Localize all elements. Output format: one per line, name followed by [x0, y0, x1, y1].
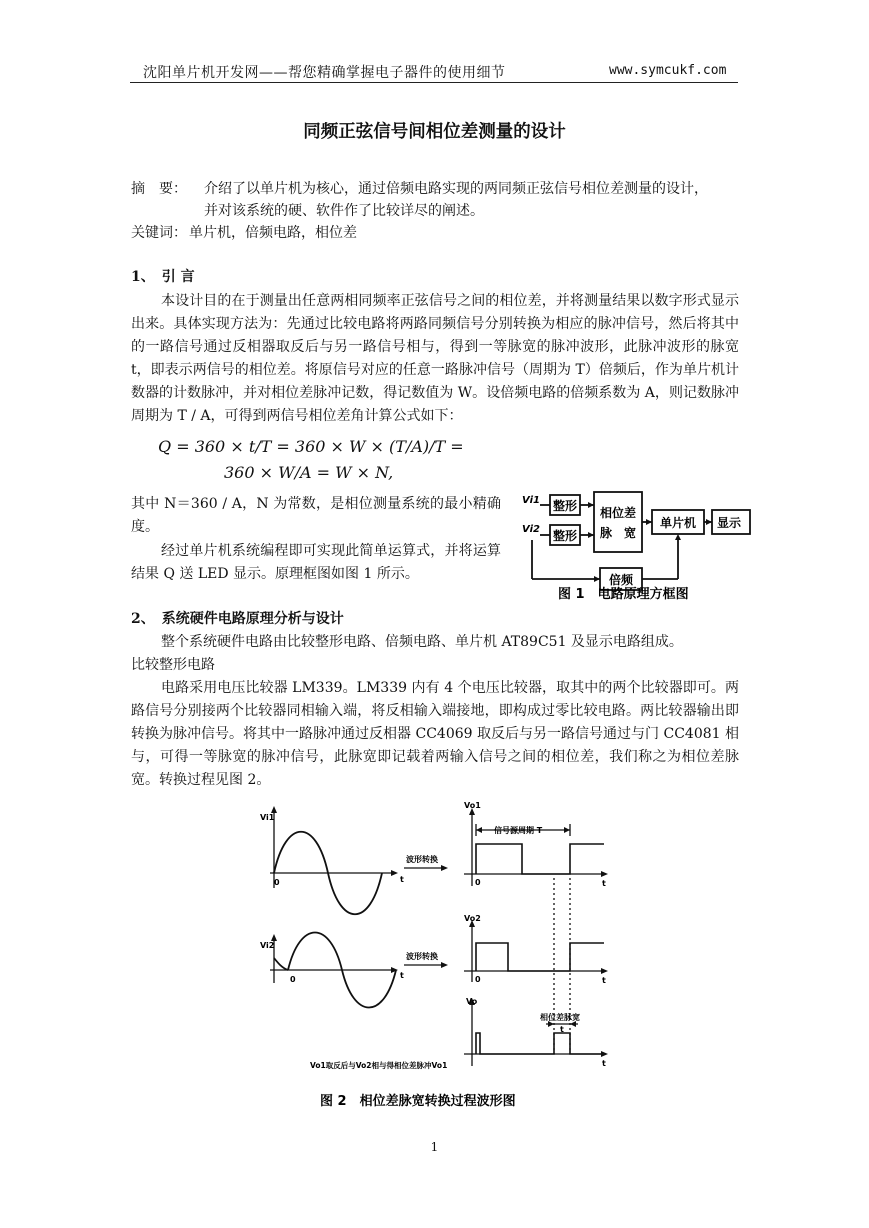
fig2-vi1-label: Vi1 — [260, 813, 275, 822]
fig2-result-note: Vo1取反后与Vo2相与得相位差脉冲Vo1 — [310, 1061, 448, 1070]
fig2-t-axis-3: t — [602, 879, 606, 888]
header-site-title: 沈阳单片机开发网——帮您精确掌握电子器件的使用细节 — [143, 65, 506, 81]
abstract-line-2: 并对该系统的硬、软件作了比较详尽的阐述。 — [204, 203, 484, 219]
fig2-zero-1: 0 — [274, 878, 280, 887]
fig1-display: 显示 — [717, 516, 742, 530]
fig2-pulse-width-t: t — [560, 1025, 564, 1034]
fig2-zero-3: 0 — [475, 878, 481, 887]
formula-line-2: 360 × W/A = W × N, — [224, 463, 394, 482]
fig2-vo1-label: Vo1 — [464, 801, 481, 810]
section-1-paragraph-1: 本设计目的在于测量出任意两相同频率正弦信号之间的相位差，并将测量结果以数字形式显示出来。具体实现方法为：先通过比较电路将两路同频信号分别转换为相应的脉冲信号，然后将其中的一路信号通过反相器取反后与另一路信号相与，得到一等脉宽的脉冲波形，此脉冲波形的脉宽 t，即表示两信号的相位差。将原信号对应的任意一路脉冲信号（周期为 T）倍频后，作为单片机计数器的计数脉冲，并对相位差脉冲记数，得记数值为 W。设倍频电路的倍频系数为 A，则记数脉冲周期为 T / A，可得到两信号相位差角计算公式如下： — [131, 293, 739, 424]
fig1-input-2-label: Vi2 — [522, 524, 540, 535]
fig1-phase-box-line-1: 相位差 — [600, 506, 637, 520]
fig2-zero-2: 0 — [290, 975, 296, 984]
fig1-phase-box-line-2: 脉 宽 — [600, 526, 637, 540]
abstract-label: 摘 要： — [131, 181, 187, 197]
fig2-vo-label: Vo — [466, 997, 478, 1006]
fig2-vo2-label: Vo2 — [464, 914, 481, 923]
fig2-convert-label-1: 波形转换 — [406, 855, 438, 864]
fig1-multiplier: 倍频 — [609, 573, 634, 587]
section-2-paragraph: 电路采用电压比较器 LM339。LM339 内有 4 个电压比较器，取其中的两个比较器即可。两路信号分别接两个比较器同相输入端，将反相输入端接地，即构成过零比较电路。两比较器输出即转换为脉冲信号。将其中一路脉冲通过反相器 CC4069 取反后与另一路信号通过与门 CC4081 相与，可得一等脉宽的脉冲信号，此脉宽即记载着两输入信号之间的相位差，我们称之为相位差脉宽。转换过程见图 2。 — [131, 680, 739, 788]
formula-line-1: Q = 360 × t/T = 360 × W × (T/A)/T = — [158, 437, 464, 456]
fig2-zero-4: 0 — [475, 975, 481, 984]
section-2-intro: 整个系统硬件电路由比较整形电路、倍频电路、单片机 AT89C51 及显示电路组成。 — [161, 634, 683, 650]
figure-1-block-diagram — [522, 488, 754, 610]
fig1-mcu: 单片机 — [660, 516, 697, 530]
abstract-line-1: 介绍了以单片机为核心，通过倍频电路实现的两同频正弦信号相位差测量的设计， — [204, 181, 708, 197]
fig2-t-axis-1: t — [400, 875, 404, 884]
keywords-text: 单片机，倍频电路，相位差 — [189, 225, 357, 241]
header-url[interactable]: www.symcukf.com — [609, 63, 727, 78]
fig2-caption: 图 2 相位差脉宽转换过程波形图 — [320, 1094, 516, 1109]
section-2-sub-heading: 比较整形电路 — [131, 657, 215, 673]
fig1-caption: 图 1 电路原理方框图 — [558, 587, 689, 602]
fig2-t-axis-4: t — [602, 976, 606, 985]
section-1-heading: 1、 引 言 — [131, 269, 195, 285]
fig2-t-axis-2: t — [400, 971, 404, 980]
fig1-shaper-2: 整形 — [553, 529, 578, 543]
page-number: 1 — [430, 1140, 439, 1154]
document-title: 同频正弦信号间相位差测量的设计 — [303, 122, 566, 142]
fig2-pulse-width-label: 相位差脉宽 — [540, 1013, 580, 1022]
section-2-heading: 2、 系统硬件电路原理分析与设计 — [131, 611, 344, 627]
section-1-paragraph-3: 经过单片机系统编程即可实现此简单运算式，并将运算结果 Q 送 LED 显示。原理框图如图 1 所示。 — [131, 543, 501, 582]
fig1-input-1-label: Vi1 — [522, 495, 540, 506]
figure-2-waveforms — [254, 798, 614, 1120]
fig2-period-label: 信号源周期 T — [494, 826, 543, 835]
fig2-vi2-label: Vi2 — [260, 941, 275, 950]
fig2-convert-label-2: 波形转换 — [406, 952, 438, 961]
section-1-paragraph-2: 其中 N＝360 / A，N 为常数，是相位测量系统的最小精确度。 — [131, 496, 501, 535]
fig2-t-axis-5: t — [602, 1059, 606, 1068]
keywords-label: 关键词： — [131, 225, 187, 241]
header-divider — [130, 82, 738, 83]
fig1-shaper-1: 整形 — [553, 499, 578, 513]
